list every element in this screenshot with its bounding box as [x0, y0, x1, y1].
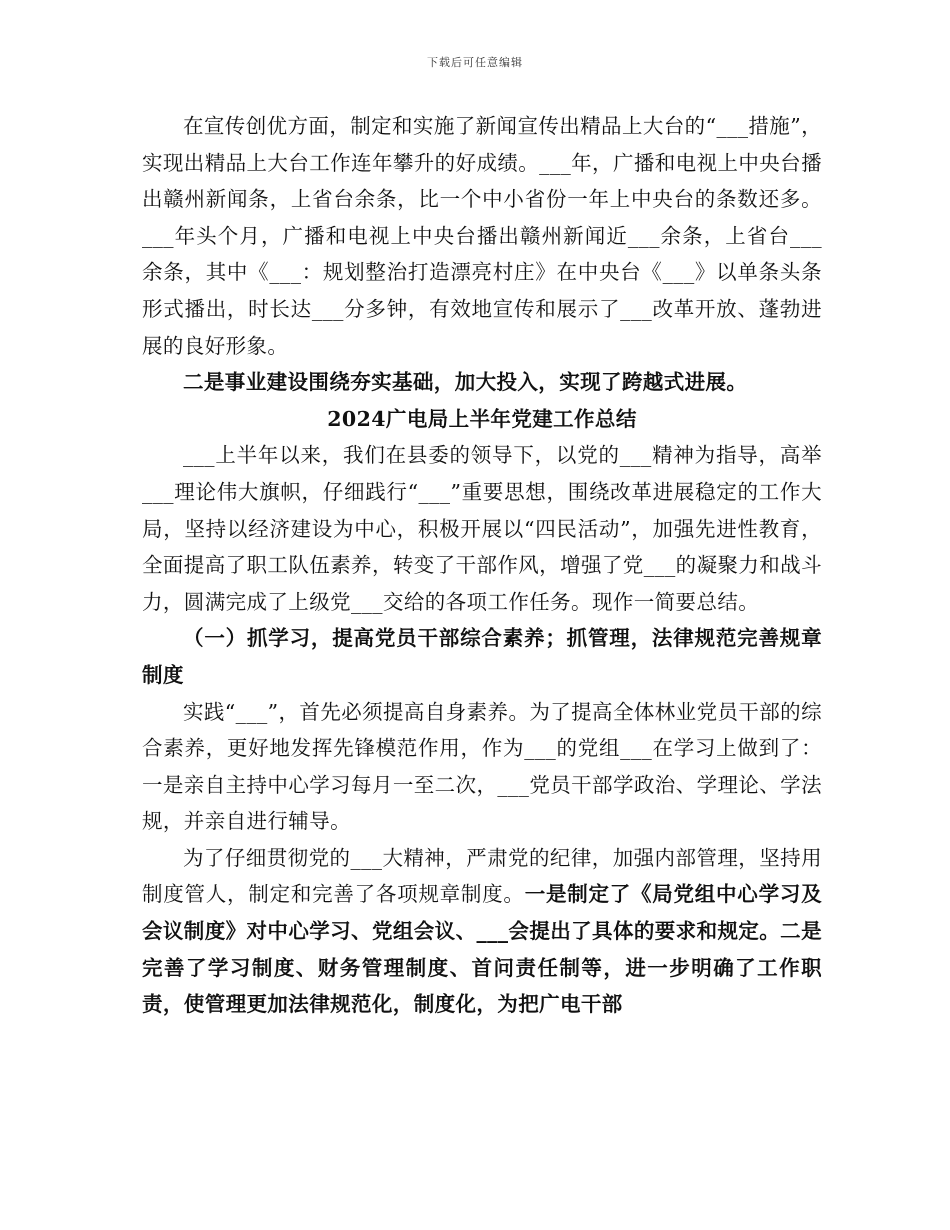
paragraph-rules-bold-text: 一是制定了《局党组中心学习及会议制度》对中心学习、党组会议、___会提出了具体的要求和规定。二是完善了学习制度、财务管理制度、首问责任制等，进一步明确了工作职责，使管理更加法律规范化，制度化，为把广电干部 — [142, 882, 822, 1017]
paragraph-rules-text: 为了仔细贯彻党的___大精神，严肃党的纪律，加强内部管理，坚持用制度管人，制定和完善了各项规章制度。 — [142, 845, 822, 907]
paragraph-intro: ___上半年以来，我们在县委的领导下，以党的___精神为指导，高举___理论伟大旗帜，仔细践行“___”重要思想，围绕改革进展稳定的工作大局，坚持以经济建设为中心，积极开展以“四民活动”，加强先进性教育，全面提高了职工队伍素养，转变了干部作风，增强了党___的凝聚力和战斗力，圆满完成了上级党___交给的各项工作任务。现作一简要总结。 — [142, 443, 822, 614]
document-title: 2024广电局上半年党建工作总结 — [327, 406, 637, 431]
page-header: 下载后可任意编辑 — [427, 56, 523, 69]
paragraph-study: 实践“___”，首先必须提高自身素养。为了提高全体林业党员干部的综合素养，更好地发挥先锋模范作用，作为___的党组___在学习上做到了：一是亲自主持中心学习每月一至二次，___党员干部学政治、学理论、学法规，并亲自进行辅导。 — [142, 699, 822, 834]
subheading-study-management: （一）抓学习，提高党员干部综合素养；抓管理，法律规范完善规章制度 — [142, 626, 822, 687]
section-heading-infrastructure: 二是事业建设围绕夯实基础，加大投入，实现了跨越式进展。 — [183, 370, 748, 395]
paragraph-rules — [142, 840, 822, 1023]
document-body — [142, 108, 822, 1023]
paragraph-publicity: 在宣传创优方面，制定和实施了新闻宣传出精品上大台的“___措施”，实现出精品上大台工作连年攀升的好成绩。___年，广播和电视上中央台播出赣州新闻条，上省台余条，比一个中小省份一年上中央台的条数还多。___年头个月，广播和电视上中央台播出赣州新闻近___余条，上省台___余条，其中《___：规划整治打造漂亮村庄》在中央台《___》以单条头条形式播出，时长达___分多钟，有效地宣传和展示了___改革开放、蓬勃进展的良好形象。 — [142, 114, 822, 358]
